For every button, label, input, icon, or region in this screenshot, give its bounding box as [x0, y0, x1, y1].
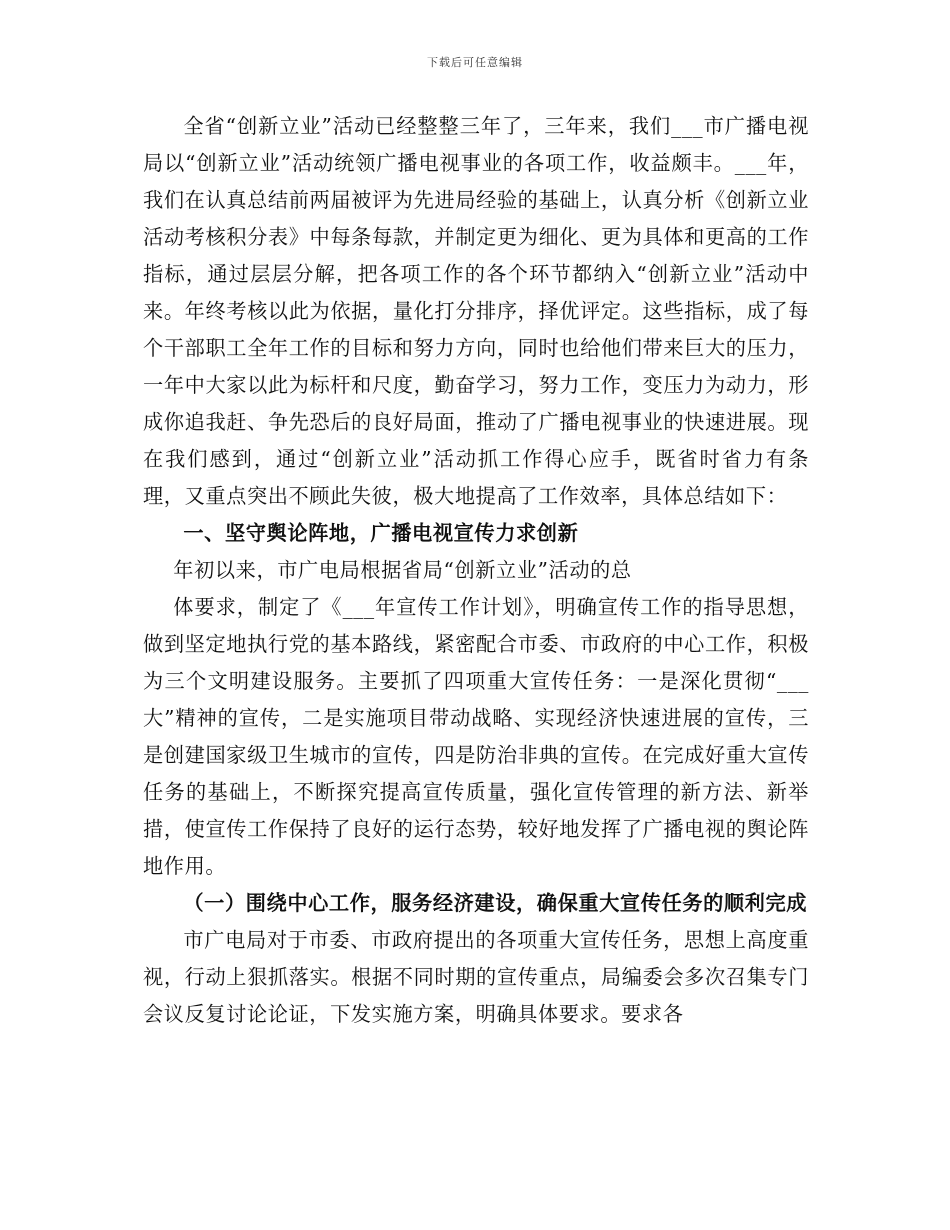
section1-first-line: 年初以来，市广电局根据省局“创新立业”活动的总 [173, 558, 632, 582]
subsection1-paragraph: 市广电局对于市委、市政府提出的各项重大宣传任务，思想上高度重视，行动上狠抓落实。根据不同时期的宣传重点，局编委会多次召集专门会议反复讨论论证，下发实施方案，明确具体要求。要求各 [143, 928, 809, 1026]
intro-paragraph: 全省“创新立业”活动已经整整三年了，三年来，我们___市广播电视局以“创新立业”活动统领广播电视事业的各项工作，收益颇丰。___年，我们在认真总结前两届被评为先进局经验的基础上，认真分析《创新立业活动考核积分表》中每条每款，并制定更为细化、更为具体和更高的工作指标，通过层层分解，把各项工作的各个环节都纳入“创新立业”活动中来。年终考核以此为依据，量化打分排序，择优评定。这些指标，成了每个干部职工全年工作的目标和努力方向，同时也给他们带来巨大的压力，一年中大家以此为标杆和尺度，勤奋学习，努力工作，变压力为动力，形成你追我赶、争先恐后的良好局面，推动了广播电视事业的快速进展。现在我们感到，通过“创新立业”活动抓工作得心应手，既省时省力有条理，又重点突出不顾此失彼，极大地提高了工作效率，具体总结如下： [143, 114, 809, 508]
document-body [143, 108, 809, 1033]
section1-paragraph: 体要求，制定了《___年宣传工作计划》，明确宣传工作的指导思想，做到坚定地执行党的基本路线，紧密配合市委、市政府的中心工作，积极为三个文明建设服务。主要抓了四项重大宣传任务：一是深化贯彻“___大”精神的宣传，二是实施项目带动战略、实现经济快速进展的宣传，三是创建国家级卫生城市的宣传，四是防治非典的宣传。在完成好重大宣传任务的基础上，不断探究提高宣传质量，强化宣传管理的新方法、新举措，使宣传工作保持了良好的运行态势，较好地发挥了广播电视的舆论阵地作用。 [143, 595, 809, 878]
subsection-heading-1: （一）围绕中心工作，服务经济建设，确保重大宣传任务的顺利完成 [183, 891, 808, 915]
section-heading-1: 一、坚守舆论阵地，广播电视宣传力求创新 [183, 521, 579, 545]
page-header-note: 下载后可任意编辑 [427, 56, 523, 69]
